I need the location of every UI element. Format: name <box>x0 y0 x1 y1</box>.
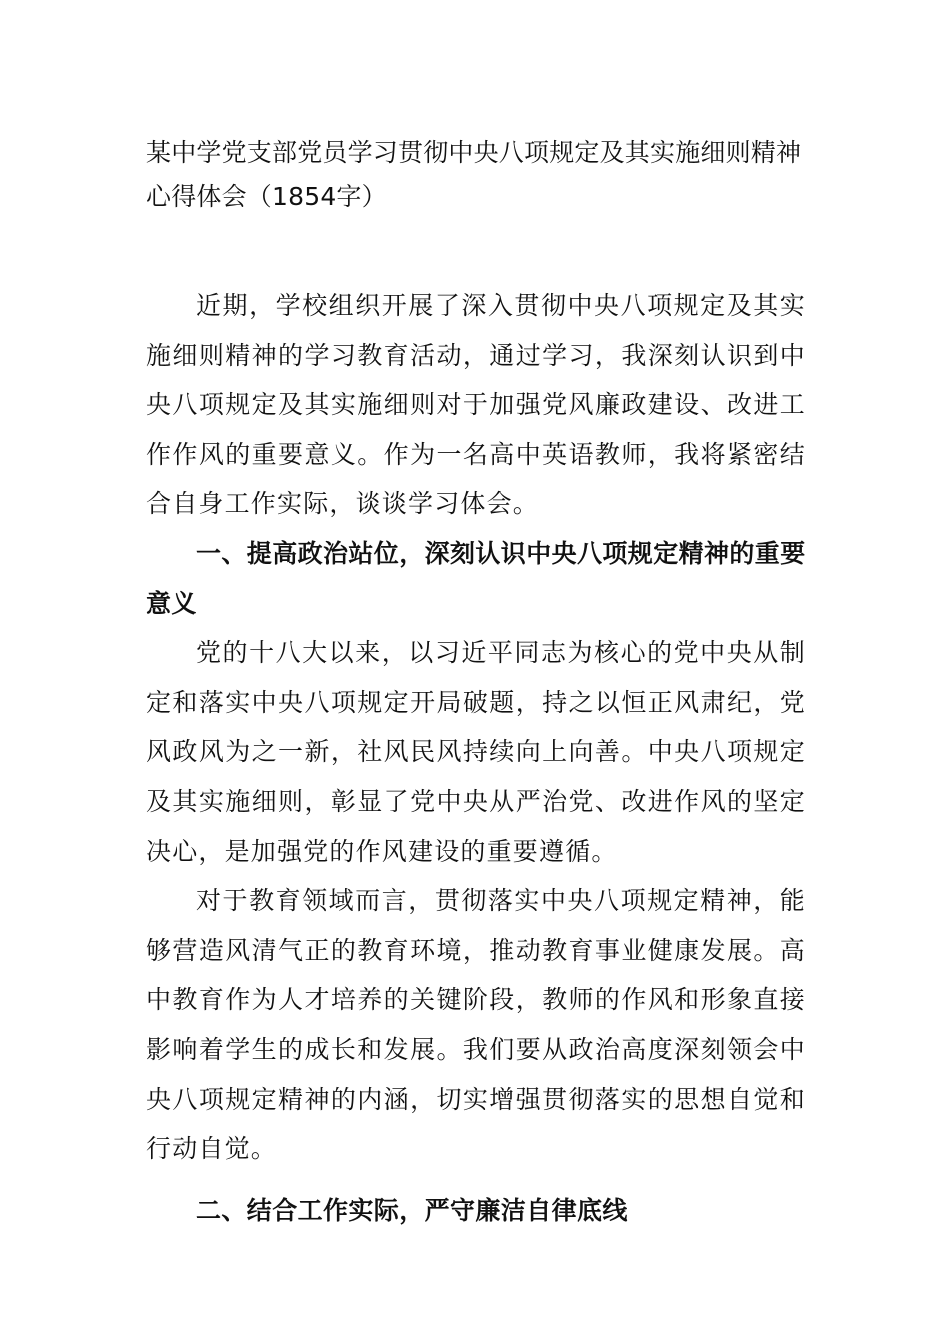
section-1-paragraph-2: 对于教育领域而言，贯彻落实中央八项规定精神，能够营造风清气正的教育环境，推动教育事业健康发展。高中教育作为人才培养的关键阶段，教师的作风和形象直接影响着学生的成长和发展。我们要从政治高度深刻领会中央八项规定精神的内涵，切实增强贯彻落实的思想自觉和行动自觉。 <box>146 886 806 1164</box>
section-heading-1: 一、提高政治站位，深刻认识中央八项规定精神的重要意义 <box>146 538 806 618</box>
document-body <box>146 281 806 1235</box>
intro-paragraph: 近期，学校组织开展了深入贯彻中央八项规定及其实施细则精神的学习教育活动，通过学习，我深刻认识到中央八项规定及其实施细则对于加强党风廉政建设、改进工作作风的重要意义。作为一名高中英语教师，我将紧密结合自身工作实际，谈谈学习体会。 <box>146 291 806 519</box>
document-title: 某中学党支部党员学习贯彻中央八项规定及其实施细则精神心得体会（1854字） <box>146 138 802 211</box>
section-heading-2: 二、结合工作实际，严守廉洁自律底线 <box>196 1195 628 1225</box>
section-1-paragraph-1: 党的十八大以来，以习近平同志为核心的党中央从制定和落实中央八项规定开局破题，持之以恒正风肃纪，党风政风为之一新，社风民风持续向上向善。中央八项规定及其实施细则，彰显了党中央从严治党、改进作风的坚定决心，是加强党的作风建设的重要遵循。 <box>146 638 806 866</box>
